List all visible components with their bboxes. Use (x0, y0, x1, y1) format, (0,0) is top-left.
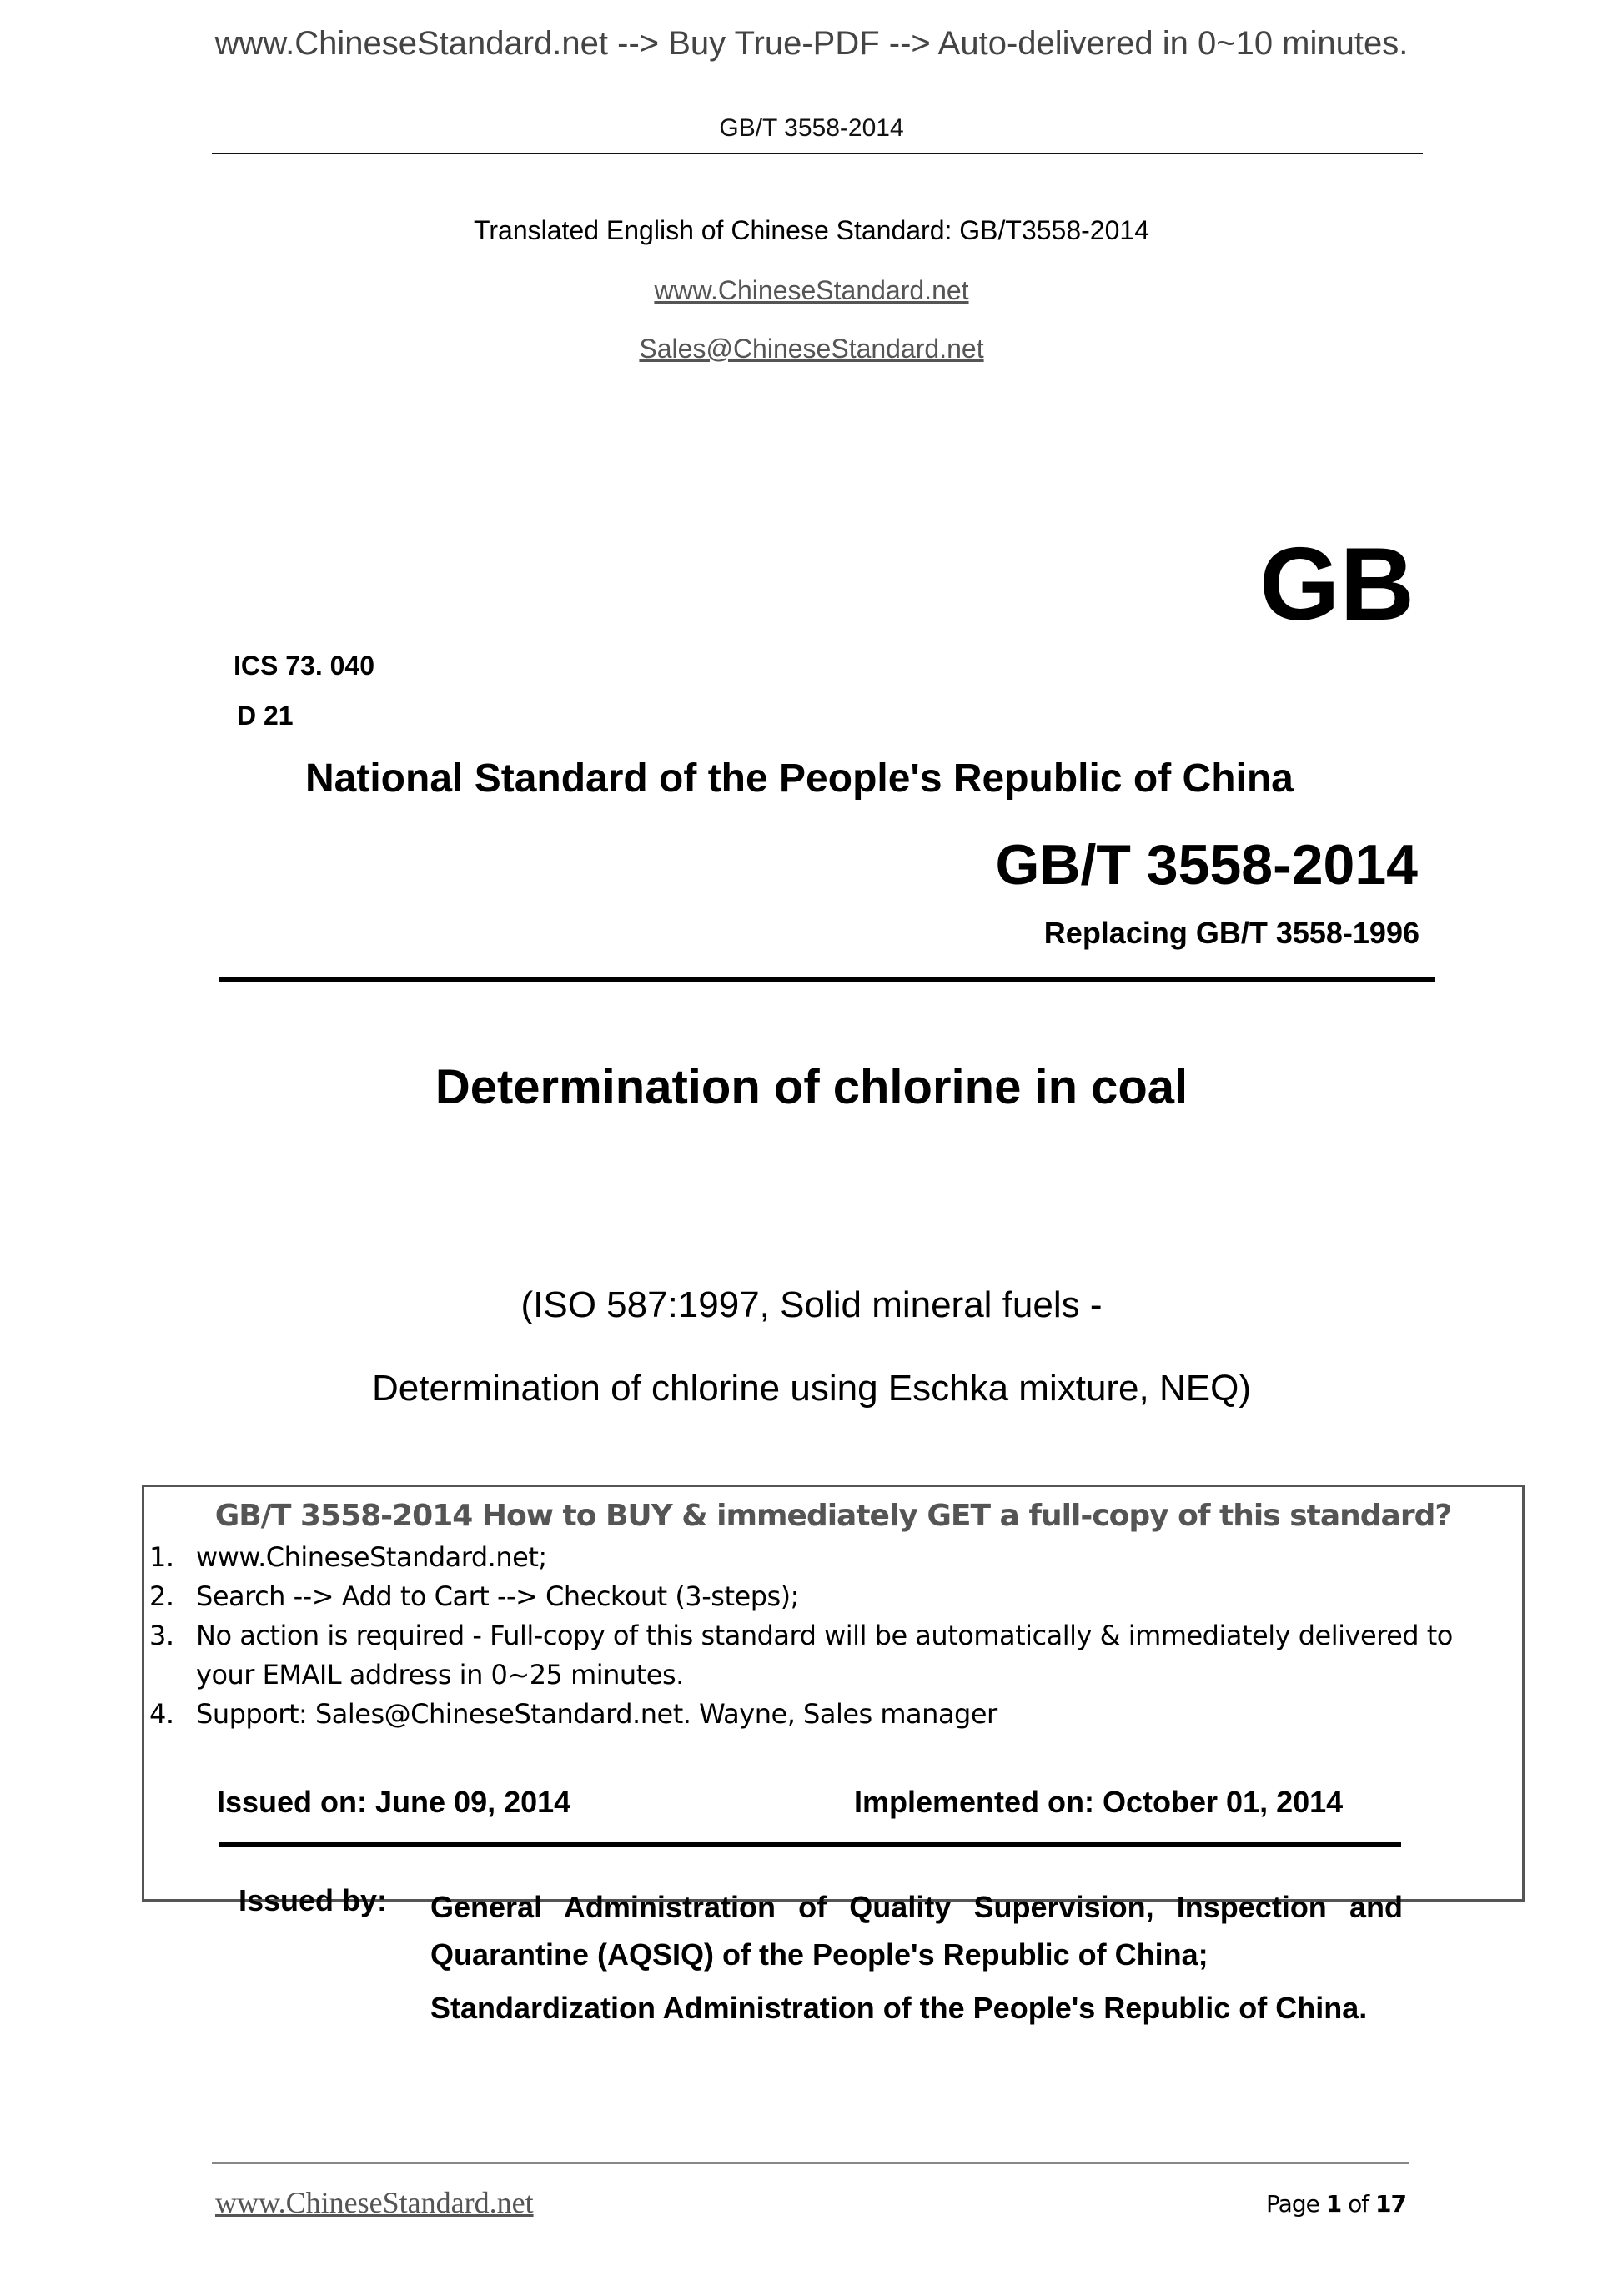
email-link-row (0, 334, 1623, 364)
step-text: www.ChineseStandard.net; (196, 1541, 547, 1573)
step-text: Search --> Add to Cart --> Checkout (3-steps); (196, 1580, 799, 1612)
header-doc-code: GB/T 3558-2014 (719, 114, 904, 142)
page-total: 17 (1375, 2190, 1406, 2218)
page-current: 1 (1325, 2190, 1342, 2218)
header-divider (212, 153, 1423, 154)
buy-instructions-box (142, 1485, 1525, 1902)
header-banner: www.ChineseStandard.net --> Buy True-PDF --> Auto-delivered in 0~10 minutes. (214, 25, 1409, 62)
buy-step (149, 1616, 1522, 1695)
step-number: 3. (149, 1620, 174, 1651)
document-title: Determination of chlorine in coal (435, 1060, 1188, 1114)
buy-steps-list (149, 1538, 1522, 1734)
step-text: No action is required - Full-copy of this standard will be automatically & immediately delivered to your EMAIL address in 0~25 minutes. (196, 1620, 1453, 1691)
issued-by-label: Issued by: (239, 1883, 388, 1917)
footer-website-link[interactable]: www.ChineseStandard.net (215, 2186, 534, 2219)
website-link[interactable]: www.ChineseStandard.net (654, 275, 969, 305)
buy-box-title: GB/T 3558-2014 How to BUY & immediately GET a full-copy of this standard? (214, 1499, 1452, 1533)
replacing-standard: Replacing GB/T 3558-1996 (1043, 916, 1419, 950)
buy-step (149, 1577, 1522, 1616)
issuer-aqsiq: General Administration of Quality Supervision, Inspection and Quarantine (AQSIQ) of the People's Republic of China; (430, 1890, 1403, 1972)
page-of: of (1348, 2190, 1369, 2218)
iso-equivalence-line-2: Determination of chlorine using Eschka mixture, NEQ) (372, 1368, 1251, 1409)
page-indicator (1266, 2190, 1406, 2218)
gb-mark: GB (1259, 527, 1414, 642)
email-link[interactable]: Sales@ChineseStandard.net (639, 334, 984, 364)
footer-divider (212, 2162, 1409, 2164)
website-link-row (0, 275, 1623, 306)
page-prefix: Page (1266, 2190, 1319, 2218)
buy-step (149, 1538, 1522, 1577)
standard-number: GB/T 3558-2014 (995, 833, 1418, 897)
ccs-code: D 21 (237, 701, 294, 731)
dates-divider (219, 1842, 1401, 1847)
step-text: Support: Sales@ChineseStandard.net. Wayne, Sales manager (196, 1698, 997, 1730)
national-standard-heading: National Standard of the People's Republic of China (305, 756, 1294, 801)
issuer-sac: Standardization Administration of the People's Republic of China. (430, 1991, 1368, 2025)
cover-divider (219, 977, 1435, 982)
issued-on-date: Issued on: June 09, 2014 (217, 1785, 571, 1819)
issuing-organizations (430, 1883, 1403, 2037)
step-number: 4. (149, 1698, 174, 1730)
step-number: 2. (149, 1580, 174, 1612)
ics-code: ICS 73. 040 (234, 651, 374, 681)
iso-equivalence-line-1: (ISO 587:1997, Solid mineral fuels - (520, 1284, 1103, 1325)
buy-step (149, 1695, 1522, 1734)
step-number: 1. (149, 1541, 174, 1573)
implemented-on-date: Implemented on: October 01, 2014 (854, 1785, 1344, 1819)
translated-notice: Translated English of Chinese Standard: GB/T3558-2014 (474, 215, 1149, 245)
